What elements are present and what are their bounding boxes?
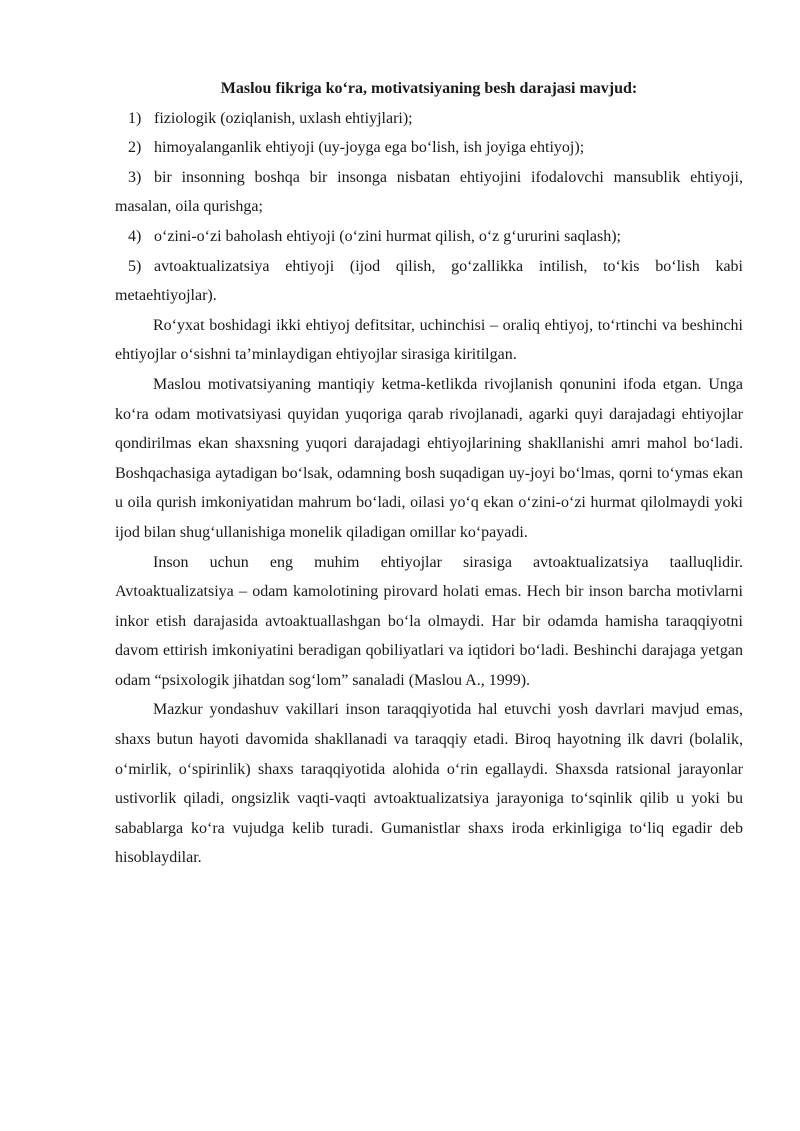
list-item-text: fiziologik (oziqlanish, uxlash ehtiyjlari); [154,109,413,127]
list-item-text: o‘zini-o‘zi baholash ehtiyoji (o‘zini hurmat qilish, o‘z g‘ururini saqlash); [154,227,621,245]
list-item-text: himoyalanganlik ehtiyoji (uy-joyga ega bo‘lish, ish joyiga ehtiyoj); [154,139,585,157]
paragraph: Maslou motivatsiyaning mantiqiy ketma-ketlikda rivojlanish qonunini ifoda etgan. Unga ko‘ra odam motivatsiyasi quyidan yuqoriga qarab rivojlanadi, agarki quyi darajadagi ehtiyojlar qondirilmas ekan shaxsning yuqori darajadagi ehtiyojlarining shakllanishi amri mahol bo‘ladi. Boshqachasiga aytadigan bo‘lsak, odamning bosh suqadigan uy-joyi bo‘lmas, qorni to‘ymas ekan u oila qurish imkoniyatidan mahrum bo‘ladi, oilasi yo‘q ekan o‘zini-o‘zi hurmat qilolmaydi yoki ijod bilan shug‘ullanishiga monelik qiladigan omillar ko‘payadi. [115,375,743,541]
list-item [115,133,743,163]
list-item [115,163,743,222]
list-item [115,104,743,134]
list-item-number: 5) [128,257,142,275]
list-item-text: bir insonning boshqa bir insonga nisbatan ehtiyojini ifodalovchi mansublik ehtiyoji, masalan, oila qurishga; [115,168,743,216]
document-page [115,74,743,873]
section-heading: Maslou fikriga ko‘ra, motivatsiyaning besh darajasi mavjud: [220,80,638,97]
list-item-number: 3) [128,168,142,186]
list-item [115,252,743,311]
paragraph: Inson uchun eng muhim ehtiyojlar sirasiga avtoaktualizatsiya taalluqlidir. Avtoaktualizatsiya – odam kamolotining pirovard holati emas. Hech bir inson barcha motivlarni inkor etish darajasida avtoaktuallashgan bo‘la olmaydi. Har bir odamda hamisha taraqqiyotni davom ettirish imkoniyatini beradigan qobiliyatlari va iqtidori bo‘ladi. Beshinchi darajaga yetgan odam “psixologik jihatdan sog‘lom” sanaladi (Maslou A., 1999). [115,553,743,689]
paragraph: Mazkur yondashuv vakillari inson taraqqiyotida hal etuvchi yosh davrlari mavjud emas, shaxs butun hayoti davomida shakllanadi va taraqqiy etadi. Biroq hayotning ilk davri (bolalik, o‘mirlik, o‘spirinlik) shaxs taraqqiyotida alohida o‘rin egallaydi. Shaxsda ratsional jarayonlar ustivorlik qiladi, ongsizlik vaqti-vaqti avtoaktualizatsiya jarayoniga to‘sqinlik qilib u yoki bu sabablarga ko‘ra vujudga kelib turadi. Gumanistlar shaxs iroda erkinligiga to‘liq egadir deb hisoblaydilar. [115,701,743,867]
list-item [115,222,743,252]
list-item-number: 1) [128,109,142,127]
list-item-number: 4) [128,227,142,245]
list-item-text: avtoaktualizatsiya ehtiyoji (ijod qilish, go‘zallikka intilish, to‘kis bo‘lish kabi metaehtiyojlar). [115,257,743,305]
list-item-number: 2) [128,139,142,157]
paragraph: Ro‘yxat boshidagi ikki ehtiyoj defitsitar, uchinchisi – oraliq ehtiyoj, to‘rtinchi va beshinchi ehtiyojlar o‘sishni ta’minlaydigan ehtiyojlar sirasiga kiritilgan. [115,316,743,364]
motivation-levels-list [115,104,743,311]
